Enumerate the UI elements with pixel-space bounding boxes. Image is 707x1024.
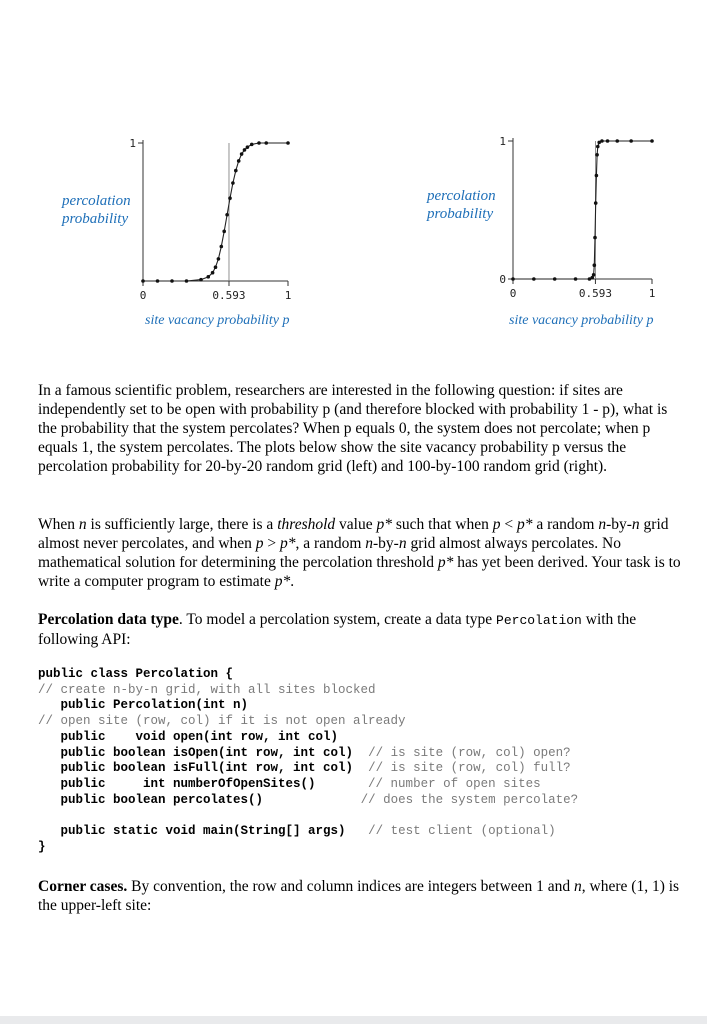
data-point <box>553 277 557 281</box>
text: When <box>38 516 79 533</box>
data-point <box>595 153 599 157</box>
var-p: p <box>492 516 501 533</box>
code-comment: // is site (row, col) open? <box>353 745 571 760</box>
x-tick-label: 0.593 <box>212 289 246 302</box>
code-signature: public class Percolation { <box>38 667 234 681</box>
section-heading: Corner cases. <box>38 878 128 895</box>
data-point <box>511 277 515 281</box>
text: -by- <box>606 516 632 533</box>
code-line <box>38 761 688 777</box>
percolation-curve <box>513 141 652 279</box>
var-n: n <box>398 535 407 552</box>
var-pstar: p* <box>274 573 291 590</box>
code-signature: public void open(int row, int col) <box>38 729 339 744</box>
data-point <box>199 278 203 282</box>
data-point <box>629 139 633 143</box>
var-n: n <box>598 516 607 533</box>
x-tick-label: 1 <box>284 289 292 302</box>
code-signature: public int numberOfOpenSites() <box>38 776 316 791</box>
data-point <box>228 196 232 200</box>
x-tick-label: 0.593 <box>578 287 612 300</box>
x-tick-label: 1 <box>648 287 656 300</box>
chart-right <box>425 125 707 340</box>
data-point <box>234 169 238 173</box>
text: is sufficiently large, there is a <box>86 516 278 533</box>
code-line <box>38 793 688 809</box>
threshold-paragraph <box>38 515 683 591</box>
var-n: n <box>78 516 87 533</box>
text: has yet been derived. Your task is to write a computer program to estimate <box>38 554 681 590</box>
code-comment: // does the system percolate? <box>263 792 579 807</box>
data-type-paragraph <box>38 610 683 649</box>
text: grid almost always percolates. No mathematical solution for determining the percolation threshold <box>38 535 621 571</box>
data-point <box>250 143 254 147</box>
text: . <box>290 573 295 590</box>
data-point <box>600 139 604 143</box>
corner-cases-paragraph <box>38 877 683 915</box>
code-line <box>38 808 688 824</box>
data-point <box>594 201 598 205</box>
chart-right-xlabel: site vacancy probability p <box>509 313 654 328</box>
x-tick-label: 0 <box>509 287 517 300</box>
x-tick-label: 0 <box>139 289 147 302</box>
chart-left <box>60 125 400 340</box>
code-signature: public boolean isOpen(int row, int col) <box>38 745 354 760</box>
y-tick-label: 1 <box>129 137 136 150</box>
code-signature: public boolean isFull(int row, int col) <box>38 761 354 776</box>
data-point <box>246 145 250 149</box>
data-point <box>593 263 597 267</box>
text: grid almost never percolates, and when <box>38 516 669 552</box>
var-p: p <box>255 535 264 552</box>
data-point <box>593 236 597 240</box>
code-line <box>38 777 688 793</box>
text: with the following API: <box>38 611 637 648</box>
text: a random <box>532 516 599 533</box>
text: -by- <box>373 535 399 552</box>
chart-left-ylabel-line2: probability <box>62 211 129 227</box>
text: < <box>500 516 517 533</box>
text: value <box>335 516 377 533</box>
code-line <box>38 714 688 730</box>
var-pstar: p* <box>376 516 392 533</box>
data-point <box>141 279 145 283</box>
data-point <box>574 277 578 281</box>
var-pstar: p* <box>280 535 296 552</box>
chart-left-plot <box>60 125 400 340</box>
code-line <box>38 667 688 683</box>
y-tick-label: 0 <box>499 273 506 286</box>
code-comment: // number of open sites <box>315 776 541 791</box>
y-tick-label: 1 <box>499 135 506 148</box>
chart-right-plot <box>425 125 707 340</box>
var-pstar: p* <box>516 516 533 533</box>
code-signature: public static void main(String[] args) <box>38 824 346 839</box>
text: By convention, the row and column indices are integers between 1 and <box>127 878 575 895</box>
chart-right-ylabel <box>427 187 496 223</box>
code-comment: // create n-by-n grid, with all sites blocked <box>38 682 376 697</box>
data-point <box>592 273 596 277</box>
section-heading: Percolation data type <box>38 611 179 628</box>
var-n: n <box>365 535 374 552</box>
data-point <box>206 275 210 279</box>
data-point <box>264 141 268 145</box>
data-point <box>650 139 654 143</box>
data-point <box>156 279 160 283</box>
code-comment: // open site (row, col) if it is not open already <box>38 714 406 729</box>
api-code-block <box>38 667 688 855</box>
data-point <box>595 174 599 178</box>
data-point <box>185 279 189 283</box>
chart-left-ylabel <box>62 192 131 228</box>
data-point <box>220 245 224 249</box>
data-point <box>217 257 221 261</box>
data-point <box>257 141 261 145</box>
data-point <box>237 159 241 163</box>
text: , where (1, 1) is the upper-left site: <box>38 878 680 914</box>
data-point <box>240 152 244 156</box>
code-line <box>38 824 688 840</box>
code-line <box>38 730 688 746</box>
text: > <box>263 535 281 552</box>
code-signature: public Percolation(int n) <box>38 698 249 713</box>
data-point <box>222 230 226 234</box>
intro-paragraph: In a famous scientific problem, researchers are interested in the following question: if sites are independently set to be open with probability p (and therefore blocked with probability 1 - p), what is the probability that the system percolates? When p equals 0, the system does not percolate; when p equals 1, the system percolates. The plots below show the site vacancy probability p versus the percolation probability for 20-by-20 random grid (left) and 100-by-100 random grid (right). <box>38 382 668 475</box>
inline-code: Percolation <box>496 613 582 628</box>
data-point <box>286 141 290 145</box>
term-threshold: threshold <box>277 516 336 533</box>
chart-left-ylabel-line1: percolation <box>62 193 131 209</box>
chart-left-xlabel: site vacancy probability p <box>145 313 290 328</box>
code-comment: // test client (optional) <box>345 824 556 839</box>
data-point <box>231 181 235 185</box>
code-line <box>38 746 688 762</box>
data-point <box>170 279 174 283</box>
data-point <box>243 148 247 152</box>
code-line <box>38 698 688 714</box>
var-n: n <box>574 878 582 895</box>
data-point <box>211 271 215 275</box>
chart-right-ylabel-line2: probability <box>427 206 494 222</box>
code-comment: // is site (row, col) full? <box>353 761 571 776</box>
code-signature: } <box>38 839 46 854</box>
text: . To model a percolation system, create a data type <box>178 611 497 628</box>
chart-right-ylabel-line1: percolation <box>427 188 496 204</box>
text: such that when <box>392 516 493 533</box>
code-line <box>38 840 688 856</box>
data-point <box>615 139 619 143</box>
data-point <box>214 265 218 269</box>
data-point <box>225 213 229 217</box>
page-footer-bar <box>0 1016 707 1024</box>
percolation-curve <box>143 143 288 281</box>
code-signature: public boolean percolates() <box>38 792 264 807</box>
code-line <box>38 683 688 699</box>
data-point <box>532 277 536 281</box>
var-pstar: p* <box>437 554 454 571</box>
data-point <box>596 145 600 149</box>
data-point <box>606 139 610 143</box>
text: , a random <box>295 535 366 552</box>
var-n: n <box>631 516 640 533</box>
